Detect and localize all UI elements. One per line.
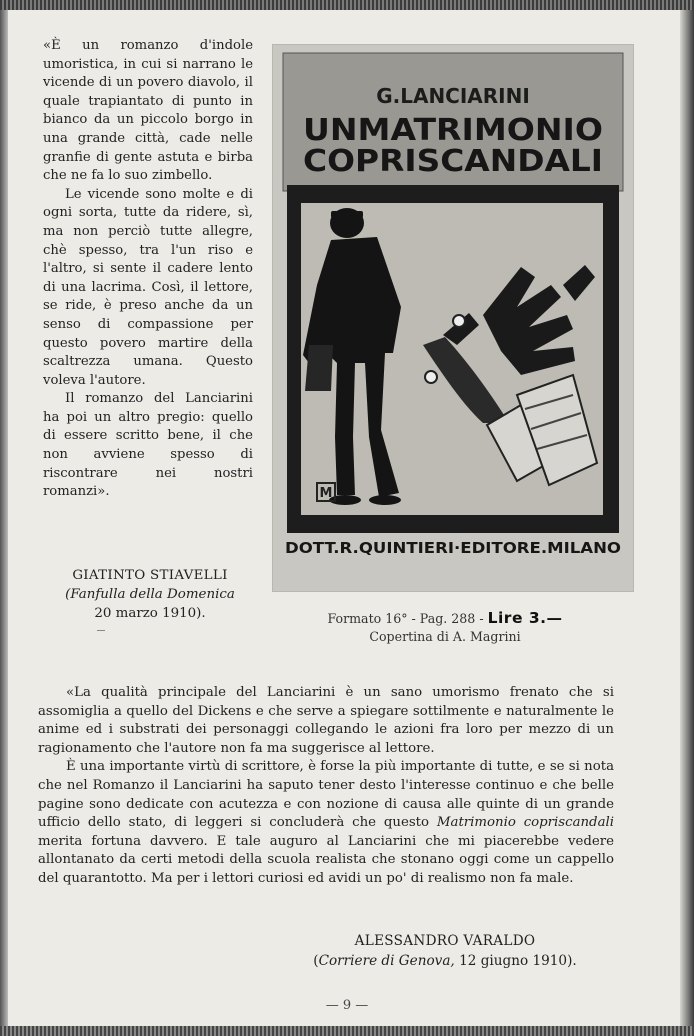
scan-right-edge [680, 10, 694, 1026]
left-review-signature [40, 566, 260, 623]
left-review-date: 20 marzo 1910). [94, 606, 206, 621]
bottom-review-paragraph-1: «La qualità principale del Lanciarini è un sano umorismo frenato che si assomiglia a quello del Dickens e che serve a spiegare sottilmente e naturalmente le anime ed i substrati dei personaggi collegando le azioni fra loro per mezzo di un ragionamento che l'autore non fa ma suggerisce al lettore. [38, 685, 614, 756]
stray-mark [97, 630, 105, 631]
left-review-paragraph-1: «È un romanzo d'indole umoristica, in cui si narrano le vicende di un povero diavolo, il quale trapiantato di punto in bianco da un piccolo borgo in una grande città, cade nelle granfie di gente astuta e birba che ne fa lo suo zimbello. [43, 38, 253, 184]
bottom-review [38, 684, 614, 889]
book-format: Formato 16° - Pag. 288 - [327, 611, 484, 626]
cover-title-line1: UNMATRIMONIO [303, 113, 603, 148]
illustrator-monogram: M [319, 486, 333, 501]
left-review-author: GIATINTO STIAVELLI [72, 568, 228, 583]
cover-author: G.LANCIARINI [376, 84, 530, 108]
left-review-source: (Fanfulla della Domenica [65, 587, 235, 602]
scan-left-edge [0, 10, 8, 1026]
bottom-review-signature [300, 932, 590, 971]
book-title-mention: Matrimonio copriscandali [436, 815, 615, 831]
bottom-review-p2-start: È una importante virtù di scrittore, è forse la più importante di tutte, e se si nota che nel Romanzo il Lanciarini ha saputo tener desto l'interesse continuo e che belle pagine sono dedicate con acutezza e con nozione di causa alle quinte di un grande ufficio dello stato, di leggeri si concluderà che questo [38, 759, 614, 831]
left-review-column [43, 37, 253, 502]
scan-top-border [0, 0, 694, 10]
bottom-review-source: Corriere di Genova, [318, 952, 455, 969]
bottom-review-p2-end: merita fortuna davvero. E tale auguro al Lanciarini che mi piacerebbe vedere allontanato da certi metodi della scuola realista che stonano oggi come un cappello del quarantotto. Ma per i lettori curiosi ed avidi un po' di realismo non fa male. [38, 833, 614, 886]
bottom-review-author: ALESSANDRO VARALDO [354, 933, 536, 949]
cover-title-line2: COPRISCANDALI [303, 144, 603, 179]
left-review-paragraph-2: Le vicende sono molte e di ogni sorta, tutte da ridere, sì, ma non perciò tutte allegre, chè spesso, tra l'un riso e l'altro, si sente il cadere lento di una lacrima. Così, il lettore, se ride, è preso anche da un senso di compassione per questo povero martire della scaltrezza umana. Questo voleva l'autore. [43, 186, 253, 388]
cover-publisher: DOTT.R.QUINTIERI·EDITORE.MILANO [285, 539, 621, 557]
book-cover-image [272, 44, 634, 592]
cover-credit: Copertina di A. Magrini [369, 629, 521, 644]
book-cover-illustration [273, 45, 633, 591]
scan-bottom-border [0, 1026, 694, 1036]
bottom-review-paragraph-2 [38, 758, 614, 888]
left-review-paragraph-3: Il romanzo del Lanciarini ha poi un altro pregio: quello di essere scritto bene, il che non avviene spesso di riscontrare nei nostri romanzi». [43, 391, 253, 500]
page-number: — 9 — [325, 998, 369, 1013]
bottom-review-date: 12 giugno 1910). [459, 952, 577, 969]
bottom-review-source-open: ( [313, 952, 319, 969]
book-price: Lire 3.— [487, 609, 563, 627]
book-caption [270, 609, 620, 646]
